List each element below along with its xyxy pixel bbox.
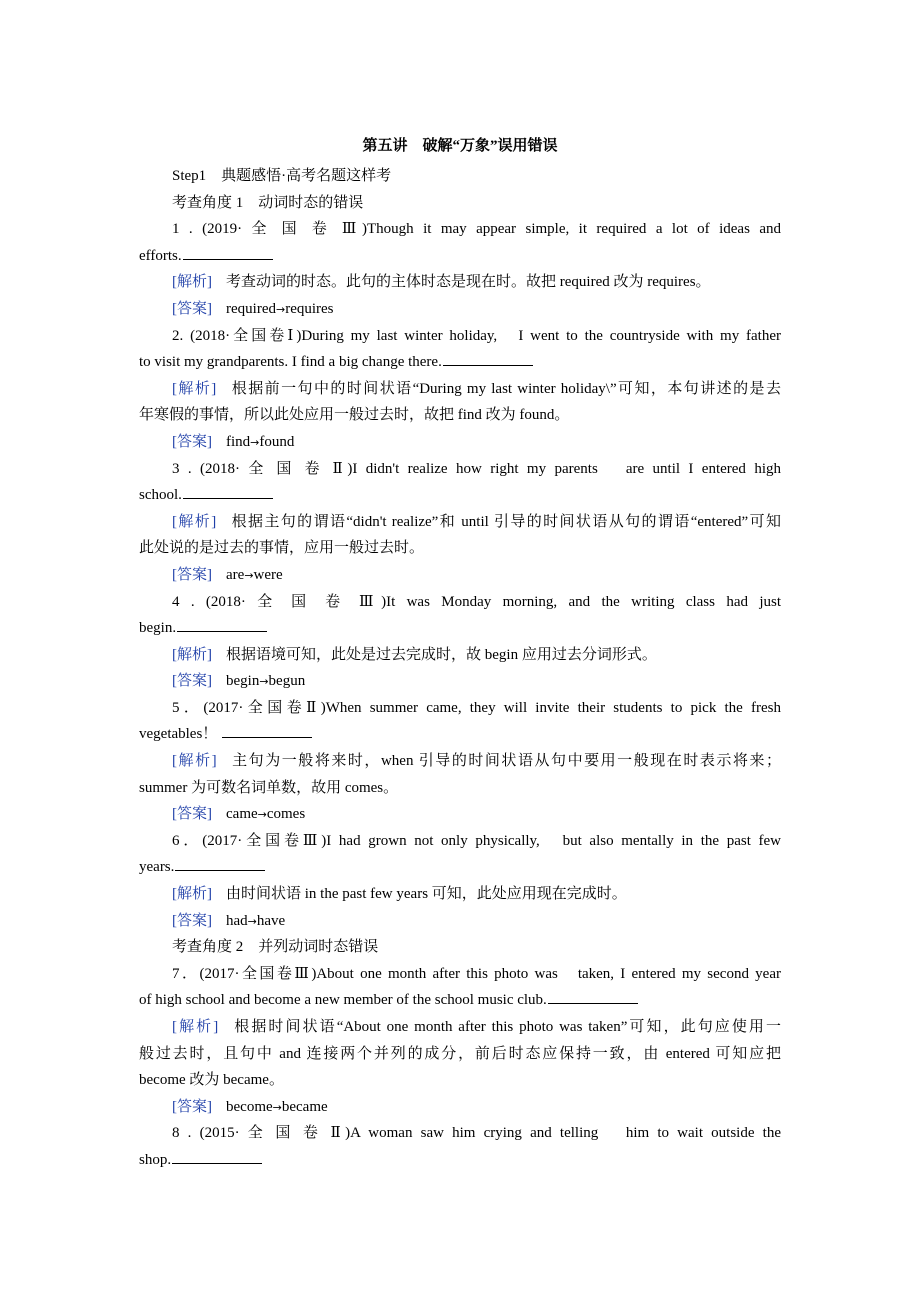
answer-blank — [177, 618, 267, 632]
question-6-line-2: years. — [139, 854, 781, 881]
analysis-tag: [解析] — [172, 753, 217, 770]
step-heading: Step1 典题感悟·高考名题这样考 — [172, 168, 392, 184]
answer-2: [答案] find→found — [172, 433, 295, 450]
answer-blank — [183, 485, 273, 499]
answer-blank — [222, 724, 312, 738]
answer-4: [答案] begin→begun — [172, 673, 306, 690]
answer-tag: [答案] — [172, 912, 212, 929]
analysis-tag: [解析] — [172, 513, 217, 530]
answer-tag: [答案] — [172, 1098, 212, 1115]
question-1-line-1: 1 . (2019· 全 国 卷 Ⅲ)Though it may appear simple, it required a lot of ideas and — [172, 221, 781, 238]
analysis-tag: [解析] — [172, 380, 217, 397]
question-3-line-2: school. — [139, 482, 781, 509]
analysis-tag: [解析] — [172, 274, 212, 291]
answer-tag: [答案] — [172, 433, 212, 450]
question-2-line-2: to visit my grandparents. I find a big change there. — [139, 349, 781, 376]
angle-heading-2: 考查角度 2 并列动词时态错误 — [172, 939, 379, 956]
question-7-line-2: of high school and become a new member of the school music club. — [139, 987, 781, 1014]
arrow-icon: → — [275, 302, 286, 316]
arrow-icon: → — [244, 568, 254, 582]
lesson-title: 第五讲 破解“万象”误用错误 — [362, 138, 558, 154]
answer-5: [答案] came→comes — [172, 806, 306, 823]
analysis-5-line-2: summer 为可数名词单数，故用 comes。 — [139, 779, 399, 796]
analysis-7-line-2: 般过去时，且句中 and 连接两个并列的成分，前后时态应保持一致，由 entered 可知应把 — [139, 1045, 781, 1062]
analysis-3-line-2: 此处说的是过去的事情，应用一般过去时。 — [139, 540, 425, 557]
answer-tag: [答案] — [172, 673, 212, 690]
question-8-line-2: shop. — [139, 1147, 781, 1174]
analysis-tag: [解析] — [172, 646, 212, 663]
arrow-icon: → — [272, 1100, 282, 1114]
analysis-4: [解析] 根据语境可知，此处是过去完成时，故 begin 应用过去分词形式。 — [172, 646, 657, 663]
answer-1: [答案] required→requires — [172, 300, 334, 317]
arrow-icon: → — [257, 808, 267, 822]
document-page — [139, 133, 781, 1174]
answer-blank — [175, 857, 265, 871]
analysis-6: [解析] 由时间状语 in the past few years 可知，此处应用现在完成时。 — [172, 886, 627, 903]
question-5-line-1: 5．(2017·全国卷Ⅱ)When summer came, they will invite their students to pick the fresh — [172, 699, 781, 716]
analysis-1: [解析] 考查动词的时态。此句的主体时态是现在时。故把 required 改为 requires。 — [172, 274, 711, 291]
answer-3: [答案] are→were — [172, 566, 283, 583]
arrow-icon: → — [247, 914, 257, 928]
answer-6: [答案] had→have — [172, 912, 286, 929]
answer-tag: [答案] — [172, 300, 212, 317]
question-3-line-1: 3 . (2018· 全 国 卷 Ⅱ)I didn't realize how right my parents are until I entered high — [172, 460, 781, 477]
angle-heading-1: 考查角度 1 动词时态的错误 — [172, 194, 364, 211]
question-4-line-2: begin. — [139, 615, 781, 642]
analysis-tag: [解析] — [172, 886, 212, 903]
question-6-line-1: 6．(2017·全国卷Ⅲ)I had grown not only physically, but also mentally in the past few — [172, 832, 781, 849]
arrow-icon: → — [250, 435, 260, 449]
answer-blank — [443, 352, 533, 366]
analysis-5-line-1: [解析] 主句为一般将来时，when 引导的时间状语从句中要用一般现在时表示将来； — [172, 753, 781, 770]
answer-tag: [答案] — [172, 806, 212, 823]
question-8-line-1: 8 . (2015· 全 国 卷 Ⅱ)A woman saw him crying and telling him to wait outside the — [172, 1125, 781, 1142]
question-2-line-1: 2. (2018·全国卷Ⅰ)During my last winter holiday, I went to the countryside with my father — [172, 327, 781, 344]
analysis-2-line-2: 年寒假的事情，所以此处应用一般过去时，故把 find 改为 found。 — [139, 407, 570, 424]
answer-blank — [548, 990, 638, 1004]
question-7-line-1: 7．(2017·全国卷Ⅲ)About one month after this photo was taken, I entered my second year — [172, 965, 781, 982]
analysis-2-line-1: [解析] 根据前一句中的时间状语“During my last winter holiday\”可知，本句讲述的是去 — [172, 380, 781, 397]
answer-tag: [答案] — [172, 566, 212, 583]
analysis-7-line-3: become 改为 became。 — [139, 1072, 284, 1089]
analysis-tag: [解析] — [172, 1019, 219, 1035]
analysis-7-line-1: [解析] 根据时间状语“About one month after this photo was taken”可知，此句应使用一 — [172, 1019, 781, 1035]
question-4-line-1: 4 . (2018· 全 国 卷 Ⅲ)It was Monday morning, and the writing class had just — [172, 593, 781, 610]
question-1-line-2: efforts. — [139, 243, 781, 270]
answer-blank — [172, 1150, 262, 1164]
answer-blank — [183, 246, 273, 260]
answer-7: [答案] become→became — [172, 1098, 328, 1115]
arrow-icon: → — [259, 675, 269, 689]
question-5-line-2: vegetables！ — [139, 721, 781, 748]
analysis-3-line-1: [解析] 根据主句的谓语“didn't realize”和 until 引导的时间状语从句的谓语“entered”可知 — [172, 513, 781, 530]
